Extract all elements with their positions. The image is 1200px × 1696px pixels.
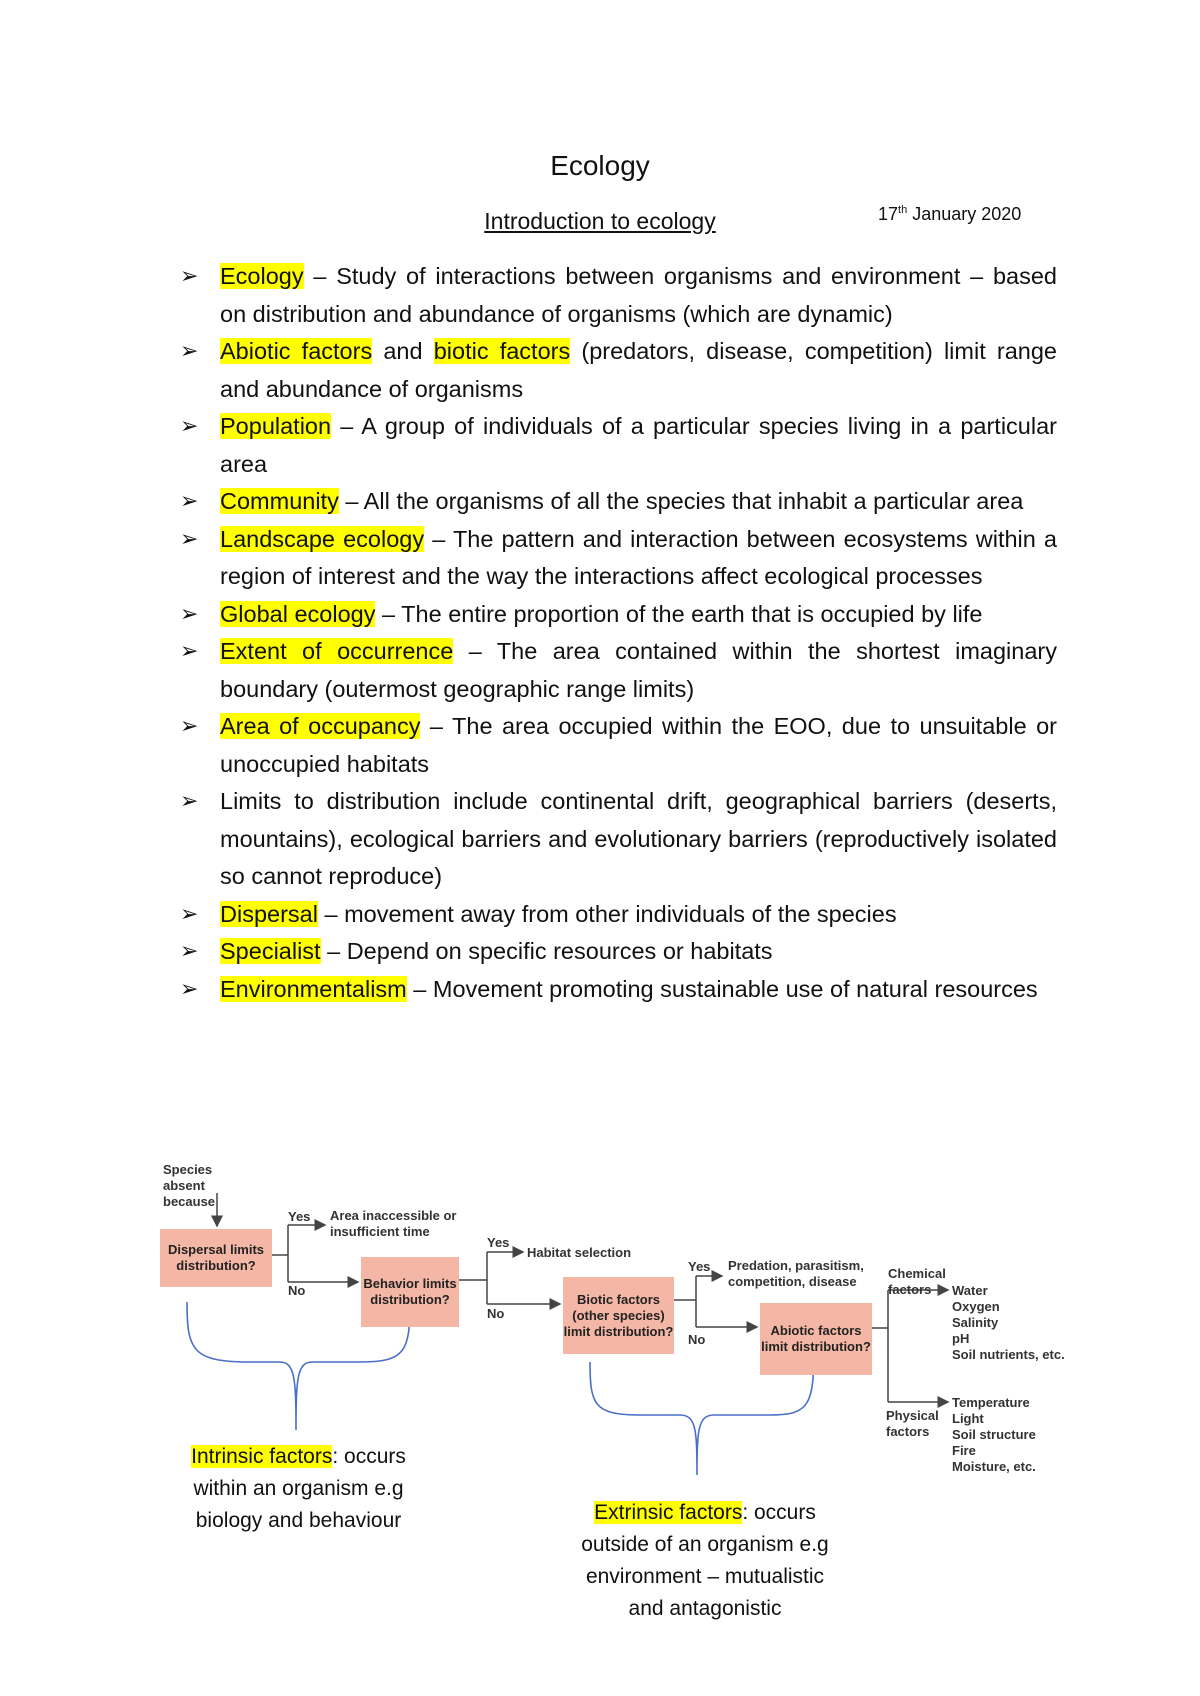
highlighted-term: Area of occupancy xyxy=(220,713,421,739)
physical-factors-list xyxy=(952,1395,1036,1475)
factor-item: Water xyxy=(952,1283,988,1298)
highlighted-term: Abiotic factors xyxy=(220,338,373,364)
highlighted-term: Ecology xyxy=(220,263,304,289)
highlighted-term: Extrinsic factors xyxy=(594,1501,743,1524)
highlighted-term: Community xyxy=(220,488,339,514)
extrinsic-caption: Extrinsic factors: occurs outside of an organism e.g environment – mutualistic and antagonistic xyxy=(581,1501,829,1620)
list-item: ➢ Specialist – Depend on specific resources or habitats xyxy=(180,933,1057,971)
list-item: ➢ Abiotic factors and biotic factors (predators, disease, competition) limit range and abundance of organisms xyxy=(180,333,1057,408)
highlighted-term: Specialist xyxy=(220,938,321,964)
list-item: ➢ Extent of occurrence – The area contained within the shortest imaginary boundary (outermost geographic range limits) xyxy=(180,633,1057,708)
factor-item: Light xyxy=(952,1411,984,1426)
date-label: 17th January 2020 xyxy=(878,204,1022,224)
factor-item: Oxygen xyxy=(952,1299,1000,1314)
dispersal-box: Dispersal limits distribution? xyxy=(160,1229,272,1287)
highlighted-term: Intrinsic factors xyxy=(191,1445,333,1468)
list-item: ➢ Dispersal – movement away from other individuals of the species xyxy=(180,896,1057,934)
yes-label: Yes xyxy=(487,1235,510,1250)
list-item: ➢ Global ecology – The entire proportion of the earth that is occupied by life xyxy=(180,596,1057,634)
yes-label: Yes xyxy=(688,1259,711,1274)
chemical-factors-label: Chemical factors xyxy=(888,1266,946,1297)
no-label: No xyxy=(688,1332,706,1347)
factor-item: Fire xyxy=(952,1443,976,1458)
highlighted-term: Environmentalism xyxy=(220,975,407,1002)
no-label: No xyxy=(288,1283,306,1298)
highlighted-term: Global ecology xyxy=(220,600,376,627)
abiotic-box: Abiotic factors limit distribution? xyxy=(760,1303,872,1375)
highlighted-term: Dispersal xyxy=(220,900,318,927)
list-item: ➢ Environmentalism – Movement promoting sustainable use of natural resources xyxy=(180,971,1057,1009)
area-inaccessible-label: Area inaccessible or insufficient time xyxy=(330,1208,457,1239)
habitat-selection-label: Habitat selection xyxy=(527,1245,632,1260)
highlighted-term: Landscape ecology xyxy=(220,525,425,552)
section-heading: Introduction to ecology xyxy=(484,208,716,234)
list-item: ➢ Community – All the organisms of all the species that inhabit a particular area xyxy=(180,483,1057,521)
chemical-factors-list xyxy=(952,1283,1065,1363)
behavior-box: Behavior limits distribution? xyxy=(361,1257,459,1327)
factor-item: Temperature xyxy=(952,1395,1030,1410)
factor-item: Moisture, etc. xyxy=(952,1459,1036,1474)
factor-item: Soil nutrients, etc. xyxy=(952,1347,1065,1362)
highlighted-term: Extent of occurrence xyxy=(220,638,454,664)
biotic-box: Biotic factors (other species) limit distribution? xyxy=(563,1277,674,1354)
flow-start-label: Species absent because xyxy=(163,1162,216,1209)
factor-item: Salinity xyxy=(952,1315,999,1330)
highlighted-term: biotic factors xyxy=(433,338,571,364)
highlighted-term: Population xyxy=(220,413,332,439)
predation-label: Predation, parasitism, competition, disease xyxy=(728,1258,864,1289)
yes-label: Yes xyxy=(288,1209,311,1224)
factor-item: pH xyxy=(952,1331,970,1346)
list-item: ➢ Population – A group of individuals of a particular species living in a particular area xyxy=(180,408,1057,483)
list-item: ➢ Landscape ecology – The pattern and interaction between ecosystems within a region of interest and the way the interactions affect ecological processes xyxy=(180,521,1057,596)
intrinsic-caption: Intrinsic factors: occurs within an organism e.g biology and behaviour xyxy=(191,1445,406,1532)
physical-factors-label: Physical factors xyxy=(886,1408,939,1439)
factor-item: Soil structure xyxy=(952,1427,1036,1442)
page-title: Ecology xyxy=(550,150,650,181)
list-item: ➢ Limits to distribution include continental drift, geographical barriers (deserts, mountains), ecological barriers and evolutionary barriers (reproductively isolated so cannot reproduce) xyxy=(180,783,1057,896)
list-item: ➢ Ecology – Study of interactions between organisms and environment – based on distribution and abundance of organisms (which are dynamic) xyxy=(180,258,1057,333)
no-label: No xyxy=(487,1306,505,1321)
list-item: ➢ Area of occupancy – The area occupied within the EOO, due to unsuitable or unoccupied habitats xyxy=(180,708,1057,783)
